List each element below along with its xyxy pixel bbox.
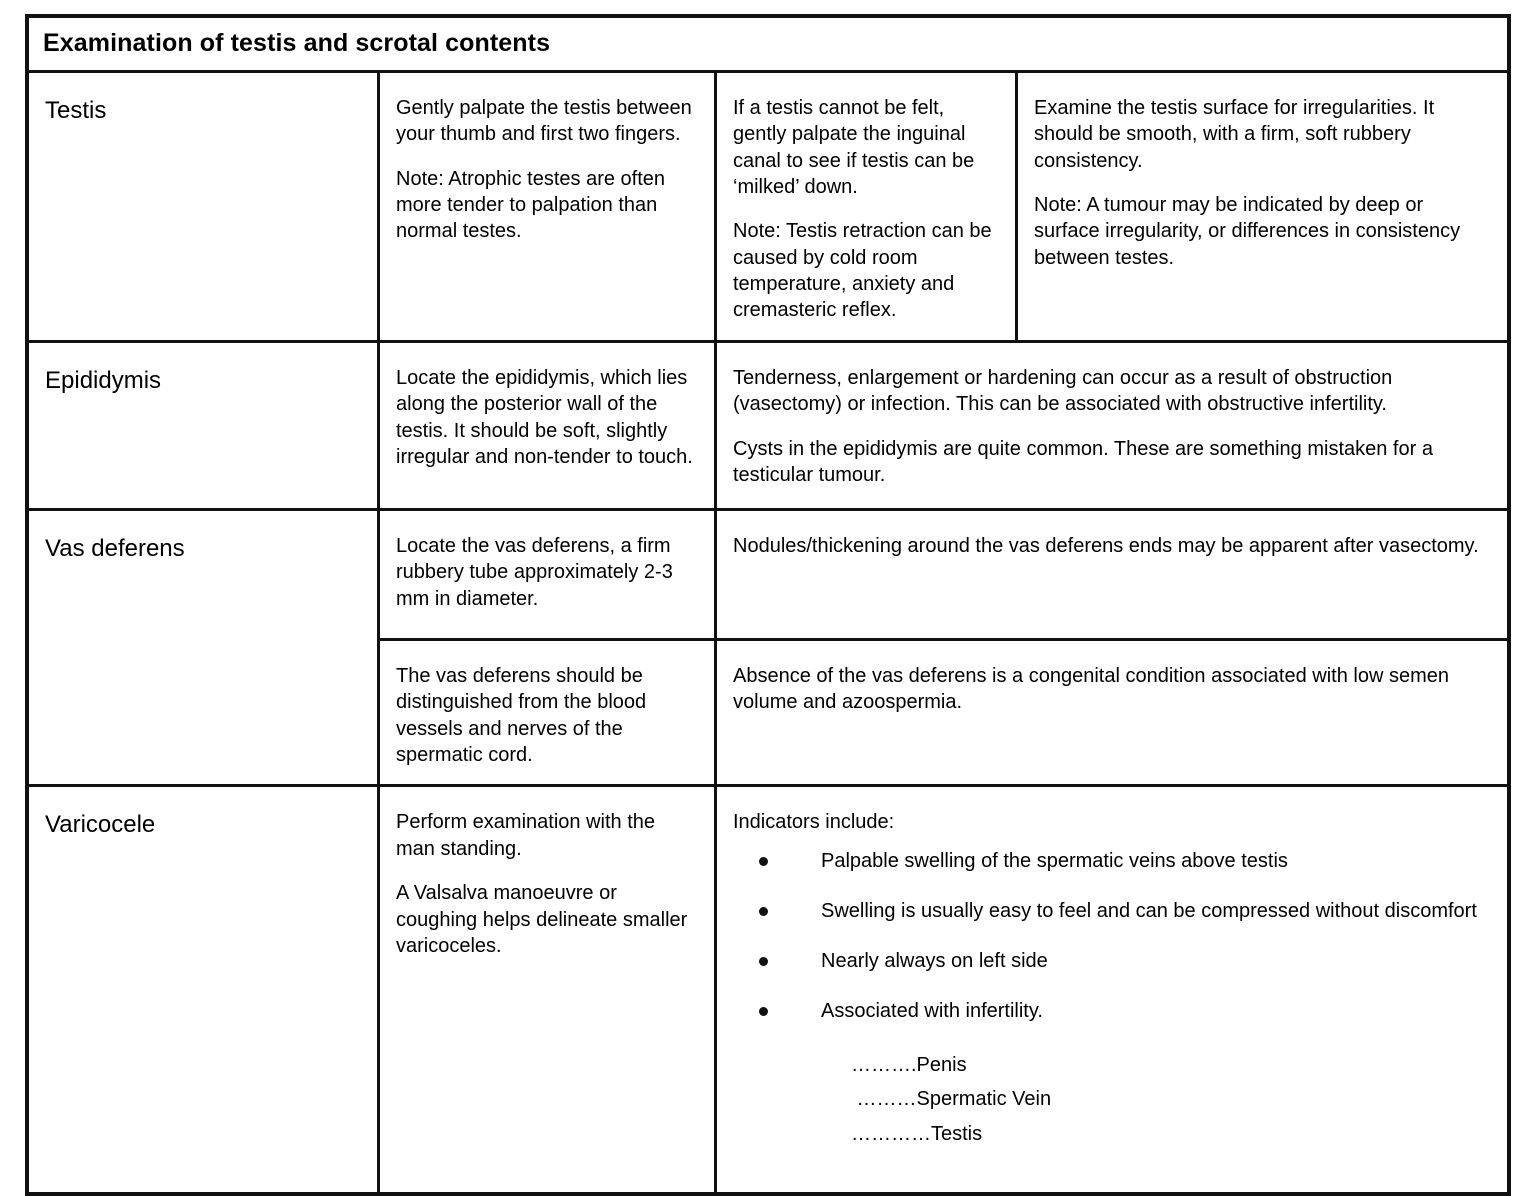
table-row-vas-deferens <box>29 511 1507 788</box>
varicocele-indicator-list <box>733 848 1489 1024</box>
epididymis-findings-paragraph-1: Tenderness, enlargement or hardening can occur as a result of obstruction (vasectomy) or infection. This can be associated with obstructive infertility. <box>733 366 1393 416</box>
epididymis-how-cell <box>377 343 714 508</box>
row-label-cell-vas-deferens <box>29 511 377 785</box>
row-label-cell-testis <box>29 73 377 340</box>
vas-subrow-2-findings-cell <box>714 641 1507 785</box>
vas-subrow-1-how-paragraph: Locate the vas deferens, a firm rubbery tube approximately 2-3 mm in diameter. <box>396 534 673 610</box>
list-item-label: Palpable swelling of the spermatic veins above testis <box>821 849 1288 872</box>
leader-label-testis: …………Testis <box>851 1122 983 1145</box>
testis-note-paragraph-2: Note: Testis retraction can be caused by cold room temperature, anxiety and cremasteric reflex. <box>733 220 992 322</box>
vas-deferens-subrow-2 <box>377 638 1507 785</box>
testis-note-cell <box>714 73 1015 340</box>
varicocele-indicators-cell <box>714 787 1507 1192</box>
testis-how-cell <box>377 73 714 340</box>
vas-subrow-2-how-paragraph: The vas deferens should be distinguished from the blood vessels and nerves of the spermatic cord. <box>396 664 647 767</box>
testis-extra-cell <box>1015 73 1507 340</box>
row-label-varicocele: Varicocele <box>45 811 156 839</box>
row-label-vas-deferens: Vas deferens <box>45 534 185 562</box>
leader-label-penis: ……….Penis <box>851 1053 967 1076</box>
bullet-icon <box>759 1007 768 1016</box>
testis-how-paragraph-1: Gently palpate the testis between your thumb and first two fingers. <box>396 96 692 146</box>
row-label-testis: Testis <box>45 96 107 124</box>
vas-subrow-2-how-cell <box>377 641 714 785</box>
varicocele-indicators-lead-in: Indicators include: <box>733 811 895 834</box>
epididymis-findings-cell <box>714 343 1507 508</box>
list-item <box>733 998 1489 1024</box>
anatomy-leader-labels <box>733 1048 1489 1151</box>
varicocele-how-paragraph-2: A Valsalva manoeuvre or coughing helps delineate smaller varicoceles. <box>396 882 688 957</box>
list-item-label: Nearly always on left side <box>821 949 1048 972</box>
table-title-row <box>29 18 1507 73</box>
testis-extra-paragraph-2: Note: A tumour may be indicated by deep or surface irregularity, or differences in consistency between testes. <box>1034 193 1461 269</box>
bullet-icon <box>759 857 768 866</box>
varicocele-how-cell <box>377 787 714 1192</box>
list-item <box>733 898 1489 924</box>
table-title: Examination of testis and scrotal contents <box>43 29 551 57</box>
varicocele-how-paragraph-1: Perform examination with the man standing. <box>396 811 656 860</box>
list-item-label: Associated with infertility. <box>821 999 1043 1022</box>
leader-label-spermatic-vein: ………Spermatic Vein <box>851 1088 1052 1111</box>
examination-table <box>25 14 1511 1196</box>
vas-subrow-1-findings-paragraph: Nodules/thickening around the vas deferens ends may be apparent after vasectomy. <box>733 534 1479 557</box>
list-item <box>733 948 1489 974</box>
epididymis-how-paragraph-1: Locate the epididymis, which lies along the posterior wall of the testis. It should be soft, slightly irregular and non-tender to touch. <box>396 366 693 469</box>
table-row-epididymis <box>29 343 1507 511</box>
row-label-cell-varicocele <box>29 787 377 1192</box>
row-label-epididymis: Epididymis <box>45 366 162 394</box>
vas-subrow-2-findings-paragraph: Absence of the vas deferens is a congenital condition associated with low semen volume and azoospermia. <box>733 664 1449 714</box>
epididymis-findings-paragraph-2: Cysts in the epididymis are quite common. These are something mistaken for a testicular tumour. <box>733 437 1433 487</box>
bullet-icon <box>759 957 768 966</box>
vas-deferens-subrow-1 <box>377 511 1507 638</box>
testis-extra-paragraph-1: Examine the testis surface for irregularities. It should be smooth, with a firm, soft rubbery consistency. <box>1034 96 1435 172</box>
bullet-icon <box>759 907 768 916</box>
list-item <box>733 848 1489 874</box>
list-item-label: Swelling is usually easy to feel and can be compressed without discomfort <box>821 899 1477 922</box>
vas-subrow-1-findings-cell <box>714 511 1507 638</box>
testis-note-paragraph-1: If a testis cannot be felt, gently palpate the inguinal canal to see if testis can be ‘milked’ down. <box>733 96 975 198</box>
vas-deferens-subrow-stack <box>377 511 1507 785</box>
table-row-testis <box>29 73 1507 343</box>
vas-subrow-1-how-cell <box>377 511 714 638</box>
row-label-cell-epididymis <box>29 343 377 508</box>
testis-how-paragraph-2: Note: Atrophic testes are often more tender to palpation than normal testes. <box>396 167 666 243</box>
table-row-varicocele <box>29 787 1507 1192</box>
